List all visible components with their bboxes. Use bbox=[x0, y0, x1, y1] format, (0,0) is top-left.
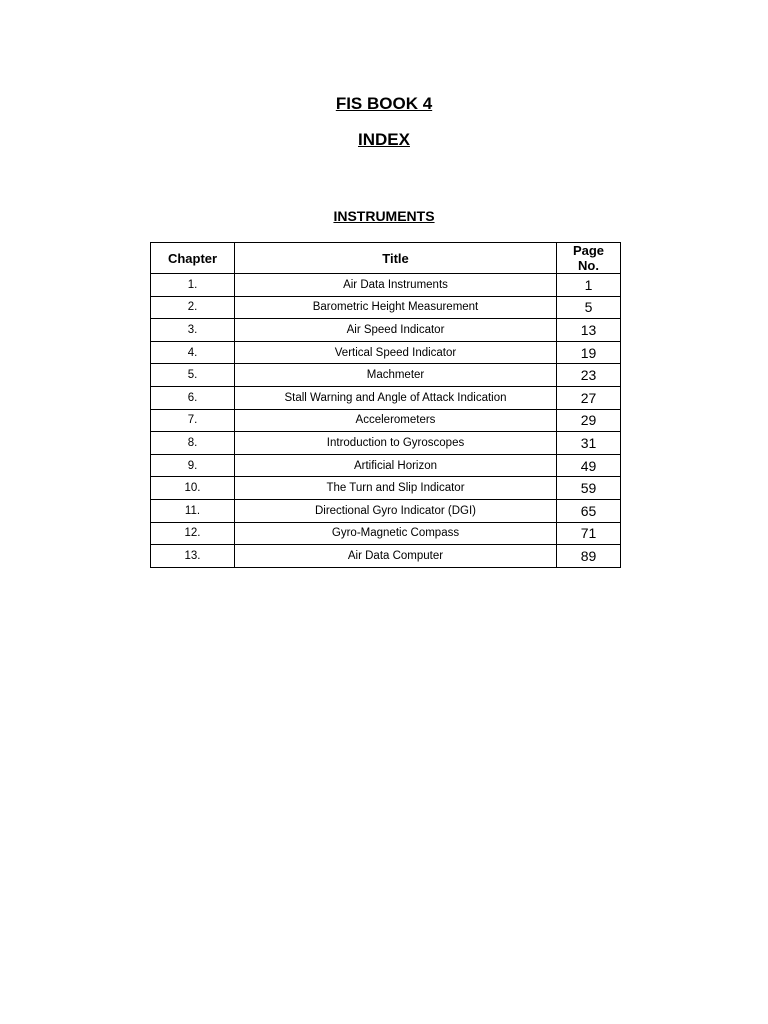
table-row bbox=[151, 296, 621, 319]
header-row bbox=[151, 243, 621, 274]
table-row bbox=[151, 454, 621, 477]
page-cell: 59 bbox=[557, 477, 621, 500]
title-cell: Air Data Instruments bbox=[235, 274, 557, 297]
title-cell: Artificial Horizon bbox=[235, 454, 557, 477]
table-row bbox=[151, 545, 621, 568]
chapter-cell: 1. bbox=[151, 274, 235, 297]
title-cell: Vertical Speed Indicator bbox=[235, 341, 557, 364]
table-row bbox=[151, 432, 621, 455]
header-page-line2: No. bbox=[578, 258, 599, 273]
title-cell: Stall Warning and Angle of Attack Indication bbox=[235, 386, 557, 409]
page-cell: 13 bbox=[557, 319, 621, 342]
table-row bbox=[151, 341, 621, 364]
chapter-cell: 10. bbox=[151, 477, 235, 500]
book-title: FIS BOOK 4 bbox=[335, 94, 433, 113]
chapter-cell: 5. bbox=[151, 364, 235, 387]
title-cell: Machmeter bbox=[235, 364, 557, 387]
header-title: Title bbox=[235, 243, 557, 274]
table-row bbox=[151, 522, 621, 545]
chapter-cell: 13. bbox=[151, 545, 235, 568]
page-cell: 31 bbox=[557, 432, 621, 455]
title-cell: The Turn and Slip Indicator bbox=[235, 477, 557, 500]
title-cell: Directional Gyro Indicator (DGI) bbox=[235, 499, 557, 522]
page-cell: 23 bbox=[557, 364, 621, 387]
title-cell: Barometric Height Measurement bbox=[235, 296, 557, 319]
page-cell: 49 bbox=[557, 454, 621, 477]
chapter-cell: 11. bbox=[151, 499, 235, 522]
page-cell: 1 bbox=[557, 274, 621, 297]
chapter-cell: 4. bbox=[151, 341, 235, 364]
table-row bbox=[151, 499, 621, 522]
title-cell: Introduction to Gyroscopes bbox=[235, 432, 557, 455]
index-title: INDEX bbox=[358, 130, 410, 149]
title-cell: Air Speed Indicator bbox=[235, 319, 557, 342]
title-cell: Accelerometers bbox=[235, 409, 557, 432]
header-page-line1: Page bbox=[572, 243, 605, 258]
chapter-cell: 2. bbox=[151, 296, 235, 319]
page-cell: 5 bbox=[557, 296, 621, 319]
page-cell: 71 bbox=[557, 522, 621, 545]
page-cell: 19 bbox=[557, 341, 621, 364]
table-body bbox=[151, 274, 621, 568]
chapter-cell: 6. bbox=[151, 386, 235, 409]
table-row bbox=[151, 274, 621, 297]
page-cell: 27 bbox=[557, 386, 621, 409]
section-title: INSTRUMENTS bbox=[333, 208, 435, 224]
chapter-cell: 7. bbox=[151, 409, 235, 432]
table-row bbox=[151, 477, 621, 500]
header-chapter: Chapter bbox=[151, 243, 235, 274]
table-header bbox=[151, 243, 621, 274]
chapter-cell: 12. bbox=[151, 522, 235, 545]
table-row bbox=[151, 409, 621, 432]
page-cell: 29 bbox=[557, 409, 621, 432]
title-cell: Gyro-Magnetic Compass bbox=[235, 522, 557, 545]
page-cell: 65 bbox=[557, 499, 621, 522]
page-cell: 89 bbox=[557, 545, 621, 568]
chapter-cell: 3. bbox=[151, 319, 235, 342]
header-page bbox=[557, 243, 621, 274]
table-row bbox=[151, 386, 621, 409]
table-row bbox=[151, 319, 621, 342]
chapter-cell: 9. bbox=[151, 454, 235, 477]
table-row bbox=[151, 364, 621, 387]
chapter-cell: 8. bbox=[151, 432, 235, 455]
index-table bbox=[150, 242, 621, 568]
title-cell: Air Data Computer bbox=[235, 545, 557, 568]
